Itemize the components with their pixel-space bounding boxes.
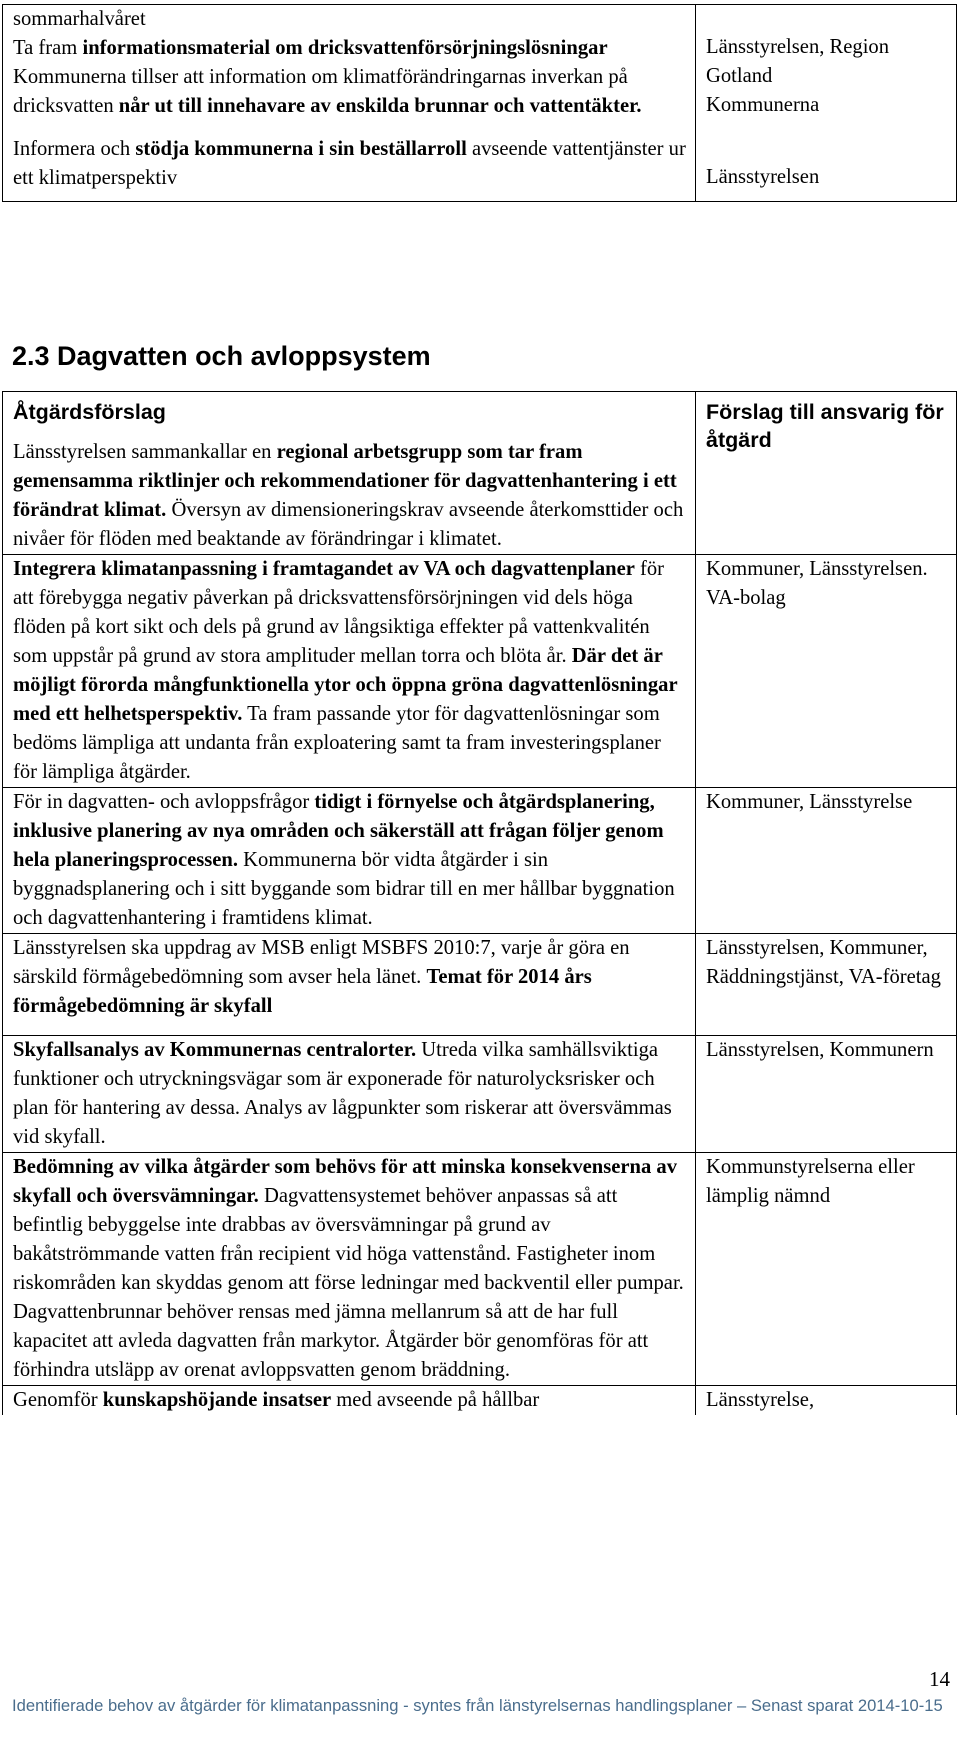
measure-cell — [3, 1386, 696, 1416]
measure-cell — [3, 555, 696, 788]
text-run-bold: kunskapshöjande insatser — [102, 1389, 332, 1411]
table-row — [3, 1386, 957, 1416]
measure-text — [13, 1153, 687, 1385]
text-run-bold: Där det är möjligt förorda mångfunktionella ytor och öppna gröna dagvattenlösningar med ett helhetsperspektiv. — [13, 645, 678, 725]
measure-text — [13, 438, 687, 554]
responsible-text: Länsstyrelsen, Kommunern — [706, 1039, 934, 1061]
responsible-text: Länsstyrelsen — [706, 166, 820, 188]
responsible-cell — [696, 392, 957, 555]
responsible-cell — [696, 1036, 957, 1153]
measure-text — [13, 5, 687, 121]
top-table — [2, 4, 957, 202]
text-run: Översyn av dimensioneringskrav avseende återkomsttider och nivåer för flöden med beaktande av förändringar i klimatet. — [13, 499, 684, 550]
text-run: För in dagvatten- och avloppsfrågor — [13, 791, 315, 813]
measures-table-body — [3, 392, 957, 1416]
text-run-bold: tidigt i förnyelse och åtgärdsplanering, inklusive planering av nya områden och säkerställ att frågan följer genom hela planeringsprocessen. — [13, 791, 664, 871]
responsible-cell — [696, 788, 957, 934]
table-row — [3, 555, 957, 788]
text-run: Kommunerna bör vidta åtgärder i sin byggnadsplanering och i sitt byggande som bidrar till en mer hållbar byggnation och dagvattenhantering i framtidens klimat. — [13, 849, 675, 929]
text-run: avseende vattentjänster ur ett klimatperspektiv — [13, 138, 686, 189]
measure-text — [13, 1386, 687, 1415]
measure-cell — [3, 5, 696, 202]
text-run-bold: Skyfallsanalys av Kommunernas centralorter. — [13, 1039, 417, 1061]
table-row — [3, 934, 957, 1036]
text-run-bold: Temat för 2014 års förmågebedömning är skyfall — [13, 966, 592, 1017]
measure-text — [13, 555, 687, 787]
text-run: Länsstyrelsen ska uppdrag av MSB enligt MSBFS 2010:7, varje år göra en särskild förmågebedömning som avser hela länet. — [13, 937, 630, 988]
measure-text — [13, 1036, 687, 1152]
table-row — [3, 392, 957, 555]
text-run-bold: Integrera klimatanpassning i framtagandet av VA och dagvattenplaner — [13, 558, 635, 580]
measure-text — [13, 934, 687, 1021]
table-row — [3, 1036, 957, 1153]
responsible-cell — [696, 555, 957, 788]
text-run-bold: stödja kommunerna i sin beställarroll — [135, 138, 467, 160]
text-run: Informera och — [13, 138, 136, 160]
spacer — [13, 1021, 687, 1035]
text-run-bold: Bedömning av vilka åtgärder som behövs för att minska konsekvenserna av skyfall och översvämningar. — [13, 1156, 678, 1207]
top-table-row — [3, 5, 957, 202]
column-header-measure: Åtgärdsförslag — [13, 400, 166, 424]
table-row — [3, 788, 957, 934]
measure-cell — [3, 788, 696, 934]
responsible-text: Kommuner, Länsstyrelsen. VA-bolag — [706, 558, 928, 609]
measure-text — [13, 135, 687, 193]
text-run: sommarhalvåret — [13, 8, 146, 30]
measures-table — [2, 391, 957, 1415]
column-header-responsible: Förslag till ansvarig för åtgärd — [706, 400, 944, 452]
section-heading: 2.3 Dagvatten och avloppsystem — [12, 341, 431, 371]
top-table-body — [3, 5, 957, 202]
responsible-text: Länsstyrelsen, Kommuner, Räddningstjänst, VA-företag — [706, 937, 941, 988]
text-run-bold: informationsmaterial om dricksvattenförsörjningslösningar — [82, 37, 608, 59]
page-number: 14 — [929, 1667, 950, 1691]
page-footer: Identifierade behov av åtgärder för klimatanpassning - syntes från länstyrelsernas handlingsplaner – Senast sparat 2014-10-15 — [12, 1696, 943, 1715]
measure-cell — [3, 1036, 696, 1153]
measure-cell — [3, 392, 696, 555]
text-run: med avseende på hållbar — [331, 1389, 540, 1411]
responsible-text: Kommunstyrelserna eller lämplig nämnd — [706, 1156, 915, 1207]
responsible-text: Kommuner, Länsstyrelse — [706, 791, 913, 813]
text-run: Utreda vilka samhällsviktiga funktioner och utryckningsvägar som är exponerade för naturolycksrisker och plan för hantering av dessa. Analys av lågpunkter som riskerar att översvämmas vid skyfall. — [13, 1039, 672, 1148]
responsible-cell — [696, 1386, 957, 1416]
text-run: Ta fram — [13, 37, 83, 59]
responsible-cell — [696, 934, 957, 1036]
text-run: för att förebygga negativ påverkan på dricksvattensförsörjningen vid dels höga flöden på kort sikt och dels på grund av långsiktiga effekter på vattenkvalitén som uppstår på grund av stora amplituder mellan torra och blöta år. — [13, 558, 665, 667]
text-run: Länsstyrelsen sammankallar en — [13, 441, 277, 463]
text-run: Dagvattensystemet behöver anpassas så att befintlig bebyggelse inte drabbas av översvämningar på grund av bakåtströmmande vatten från recipient vid höga vattenstånd. Fastigheter inom riskområden kan skyddas genom att förse ledningar med backventil eller pumpar. Dagvattenbrunnar behöver rensas med jämna mellanrum så att de har full kapacitet att avleda dagvatten från markytor. Åtgärder bör genomföras för att förhindra utsläpp av orenat avloppsvatten genom bräddning. — [13, 1185, 684, 1381]
responsible-text: Kommunerna — [706, 94, 820, 116]
measure-text — [13, 788, 687, 933]
responsible-cell — [696, 5, 957, 202]
table-row — [3, 1153, 957, 1386]
text-run-bold: regional arbetsgrupp som tar fram gemensamma riktlinjer och rekommendationer för dagvattenhantering i ett förändrat klimat. — [13, 441, 677, 521]
text-run-bold: når ut till innehavare av enskilda brunnar och vattentäkter. — [118, 95, 642, 117]
text-run: Ta fram passande ytor för dagvattenlösningar som bedöms lämpliga att undanta från exploatering samt ta fram investeringsplaner för lämpliga åtgärder. — [13, 703, 661, 783]
measure-cell — [3, 1153, 696, 1386]
text-run: Kommunerna tillser att information om klimatförändringarnas inverkan på dricksvatten — [13, 66, 628, 117]
text-run: Genomför — [13, 1389, 103, 1411]
responsible-text: Länsstyrelsen, Region Gotland — [706, 36, 890, 87]
responsible-text: Länsstyrelse, — [706, 1389, 815, 1411]
measure-cell — [3, 934, 696, 1036]
responsible-cell — [696, 1153, 957, 1386]
